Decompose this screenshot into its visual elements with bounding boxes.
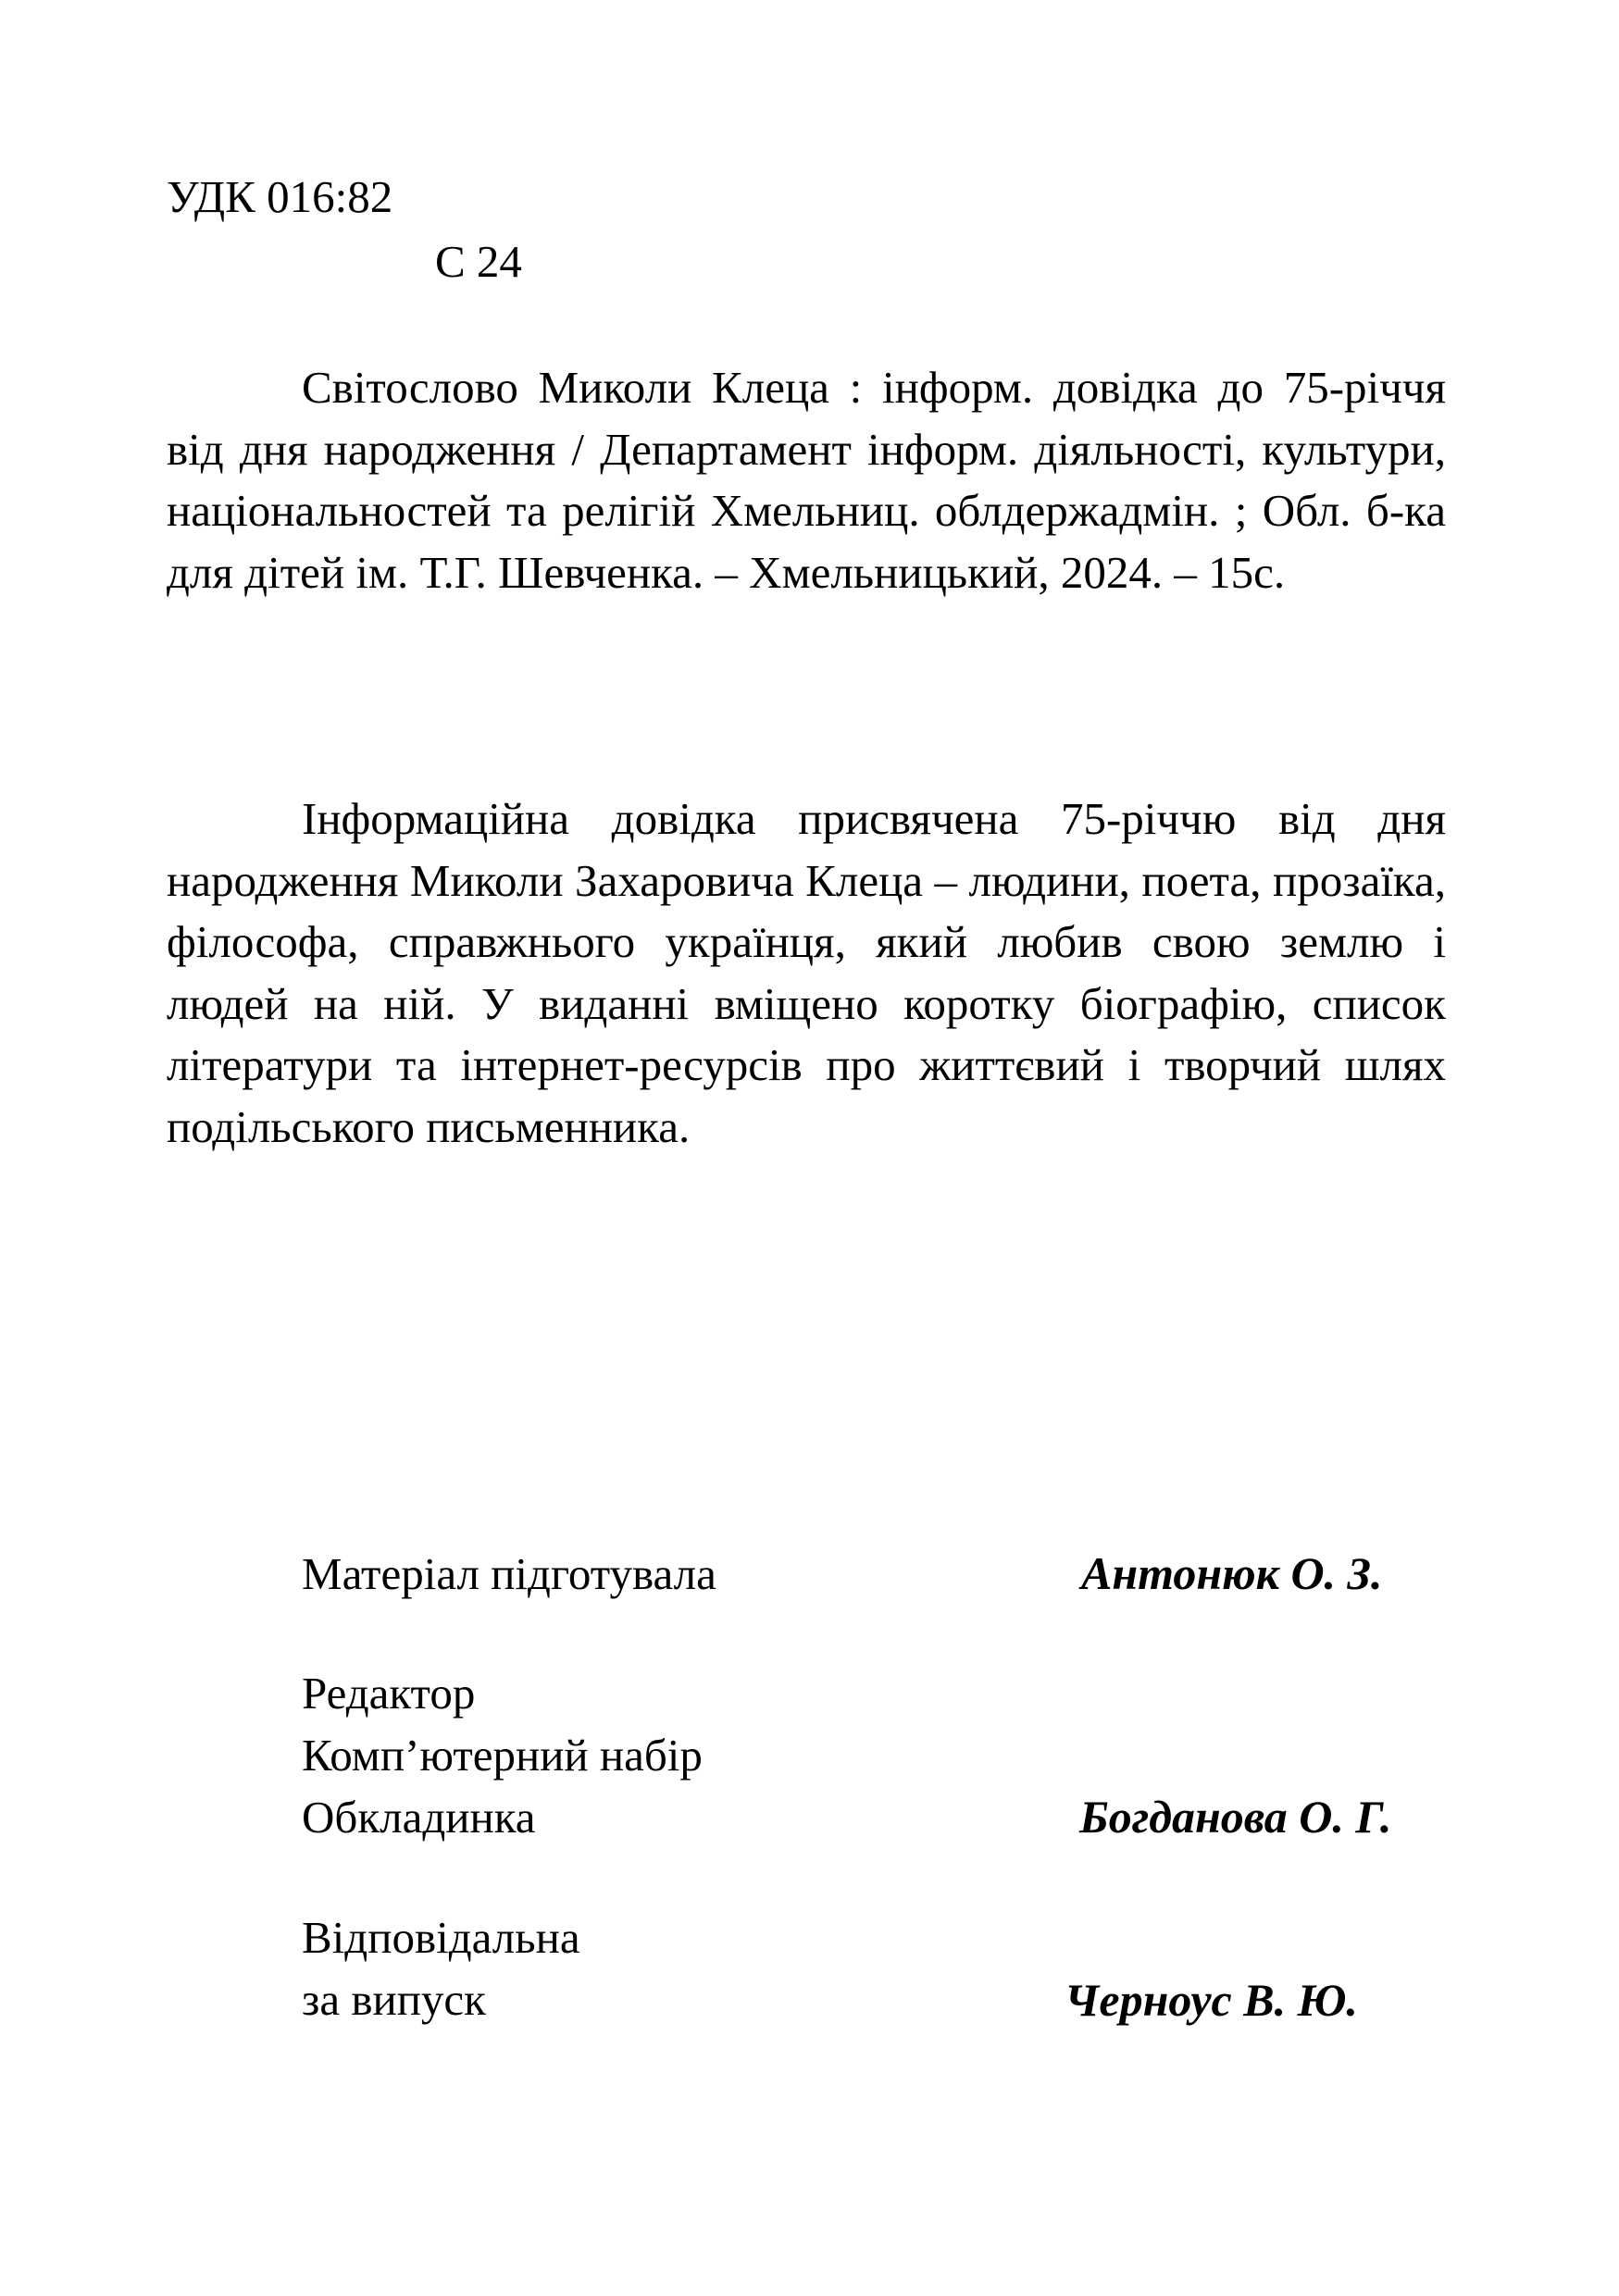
editor-name: Богданова О. Г. bbox=[1079, 1791, 1392, 1843]
author-cipher: С 24 bbox=[435, 236, 522, 287]
udk-code: УДК 016:82 bbox=[167, 171, 393, 222]
responsible-label-line1: Відповідальна bbox=[302, 1912, 580, 1963]
responsible-name: Черноус В. Ю. bbox=[1065, 1974, 1358, 2026]
responsible-label-line2: за випуск bbox=[302, 1974, 486, 2025]
cover-label: Обкладинка bbox=[302, 1792, 536, 1843]
prepared-by-name: Антонюк О. З. bbox=[1081, 1547, 1383, 1599]
abstract-paragraph: Інформаційна довідка присвячена 75-річчю від дня народження Миколи Захаровича Клеца – людини, поета, прозаїка, філософа, справжнього українця, який любив свою землю і людей на ній. У виданні вміщено коротку біографію, список літератури та інтернет-ресурсів про життєвий і творчий шлях подільського письменника. bbox=[167, 793, 1446, 1152]
typesetting-label: Комп’ютерний набір bbox=[302, 1730, 703, 1781]
bibliographic-description: Світослово Миколи Клеца : інформ. довідка до 75-річчя від дня народження / Департамент інформ. діяльності, культури, національностей та релігій Хмельниц. облдержадмін. ; Обл. б-ка для дітей ім. Т.Г. Шевченка. – Хмельницький, 2024. – 15с. bbox=[167, 362, 1446, 598]
prepared-by-label: Матеріал підготувала bbox=[302, 1548, 716, 1599]
editor-label: Редактор bbox=[302, 1668, 476, 1719]
